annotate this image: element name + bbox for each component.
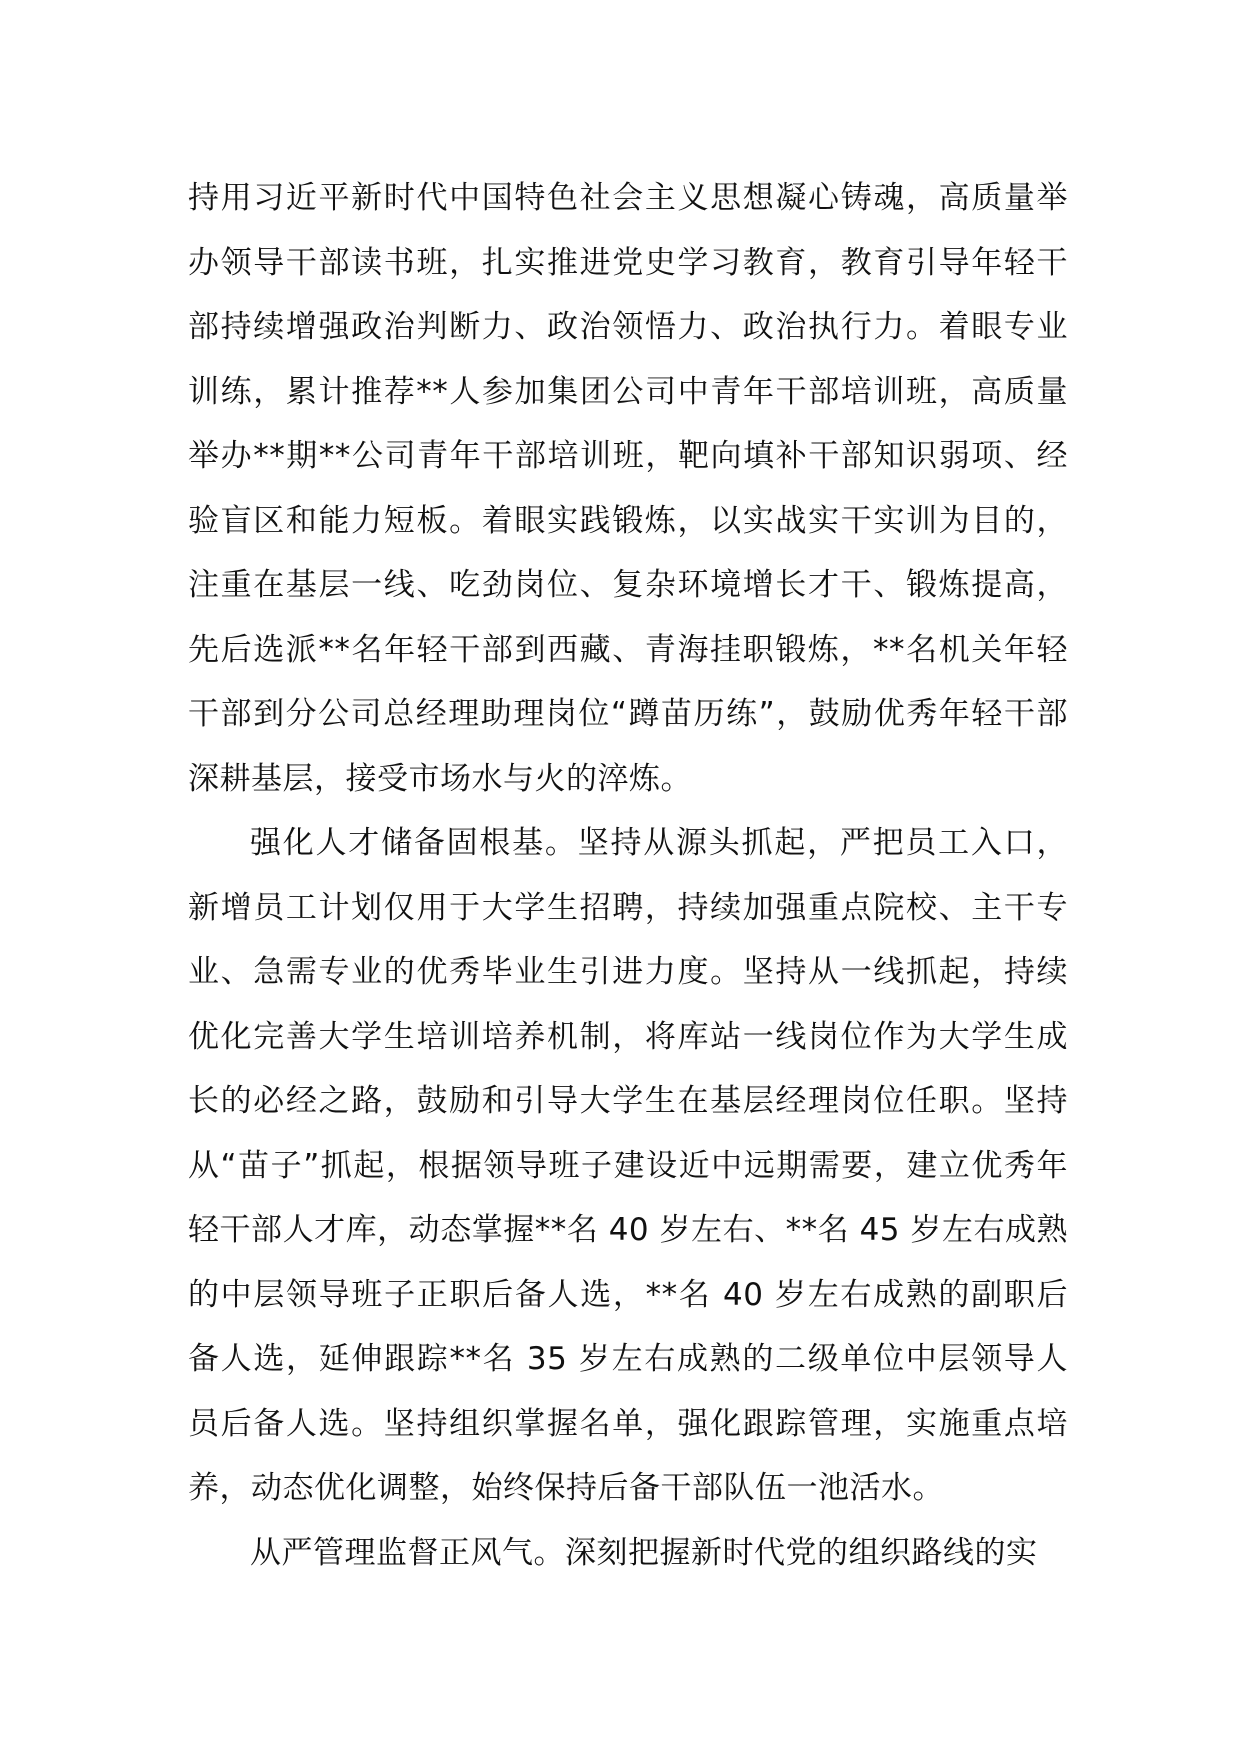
body-text (188, 166, 1068, 1585)
paragraph-talent-reserve: 强化人才储备固根基。坚持从源头抓起，严把员工入口，新增员工计划仅用于大学生招聘，持续加强重点院校、主干专业、急需专业的优秀毕业生引进力度。坚持从一线抓起，持续优化完善大学生培训培养机制，将库站一线岗位作为大学生成长的必经之路，鼓励和引导大学生在基层经理岗位任职。坚持从“苗子”抓起，根据领导班子建设近中远期需要，建立优秀年轻干部人才库，动态掌握**名 40 岁左右、**名 45 岁左右成熟的中层领导班子正职后备人选，**名 40 岁左右成熟的副职后备人选，延伸跟踪**名 35 岁左右成熟的二级单位中层领导人员后备人选。坚持组织掌握名单，强化跟踪管理，实施重点培养，动态优化调整，始终保持后备干部队伍一池活水。 (188, 825, 1068, 1506)
paragraph-strict-management: 从严管理监督正风气。深刻把握新时代党的组织路线的实 (250, 1534, 1038, 1571)
paragraph-cadre-training: 持用习近平新时代中国特色社会主义思想凝心铸魂，高质量举办领导干部读书班，扎实推进党史学习教育，教育引导年轻干部持续增强政治判断力、政治领悟力、政治执行力。着眼专业训练，累计推荐**人参加集团公司中青年干部培训班，高质量举办**期**公司青年干部培训班，靶向填补干部知识弱项、经验盲区和能力短板。着眼实践锻炼，以实战实干实训为目的，注重在基层一线、吃劲岗位、复杂环境增长才干、锻炼提高，先后选派**名年轻干部到西藏、青海挂职锻炼，**名机关年轻干部到分公司总经理助理岗位“蹲苗历练”，鼓励优秀年轻干部深耕基层，接受市场水与火的淬炼。 (188, 180, 1068, 797)
